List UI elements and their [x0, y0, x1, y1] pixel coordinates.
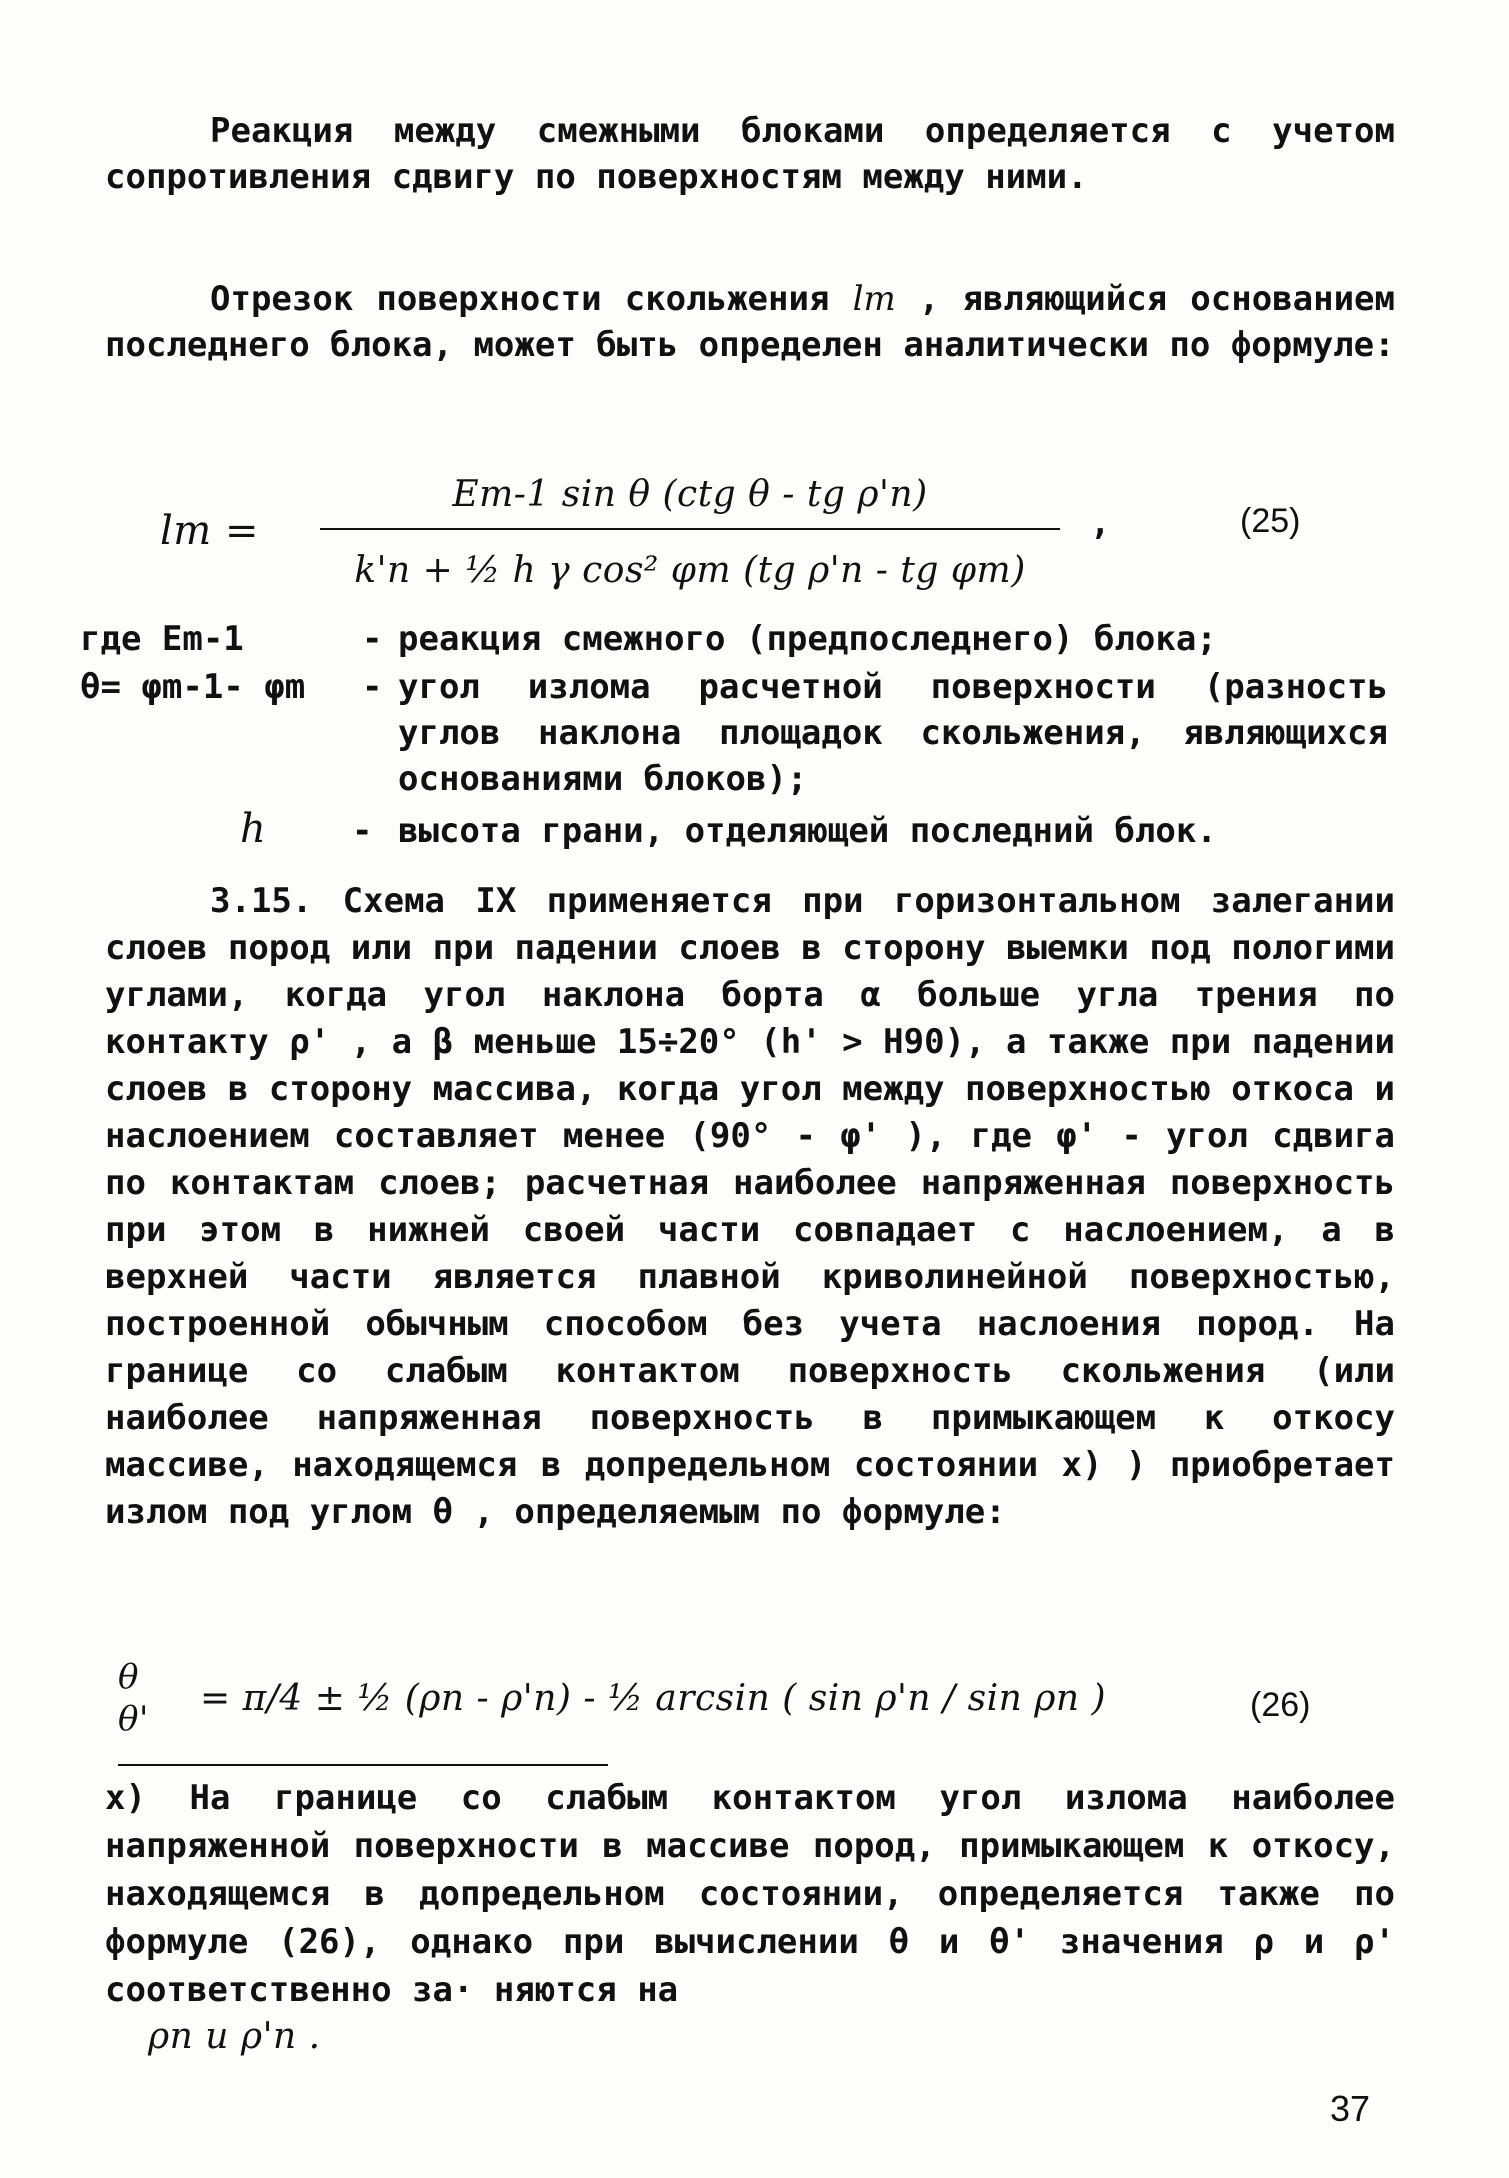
definition-dash: - — [362, 619, 383, 659]
page-number: 37 — [1330, 2088, 1371, 2129]
definition-symbol: h — [240, 806, 266, 852]
paragraph-reaction-text: Реакция между смежными блоками определяется с учетом сопротивления сдвигу по поверхностям между ними. — [105, 111, 1395, 197]
footnote — [105, 1774, 1395, 2014]
paragraph-slip-segment — [105, 276, 1395, 368]
formula-25-comma: , — [1090, 503, 1111, 543]
definition-text: высота грани, отделяющей последний блок. — [398, 811, 1217, 851]
definition-dash: - — [352, 811, 373, 851]
definition-text: угол излома расчетной поверхности (разность углов наклона площадок скольжения, являющихся основаниями блоков); — [398, 667, 1388, 799]
section-3-15 — [105, 878, 1395, 1536]
formula-26-rhs: = π/4 ± ½ (ρn - ρ'n) - ½ arcsin ( sin ρ'n / sin ρn ) — [200, 1678, 1107, 1719]
definition-dash: - — [362, 667, 383, 707]
formula-25-denominator: k'n + ½ h γ cos² φm (tg ρ'n - tg φm) — [354, 550, 1026, 591]
formula-26-number: (26) — [1250, 1686, 1311, 1724]
formula-25-fraction-bar — [320, 528, 1060, 530]
paragraph-reaction — [105, 108, 1395, 200]
formula-25-number: (25) — [1240, 502, 1301, 540]
formula-25-numerator: Em-1 sin θ (ctg θ - tg ρ'n) — [452, 474, 928, 515]
definition-text: реакция смежного (предпоследнего) блока; — [398, 619, 1217, 659]
definition-symbol: где Em-1 — [80, 619, 244, 659]
paragraph-slip-segment-text-b: , являющийся основанием последнего блока, может быть определен аналитически по формуле: — [105, 279, 1395, 365]
footnote-separator — [118, 1764, 608, 1766]
formula-26-lhs: θ θ' — [118, 1657, 149, 1739]
definition-symbol: θ= φm-1- φm — [80, 667, 306, 707]
paragraph-slip-segment-text-a: Отрезок поверхности скольжения — [210, 279, 830, 319]
footnote-text: x) На границе со слабым контактом угол излома наиболее напряженной поверхности в массиве пород, примыкающем к откосу, находящемся в допредельном состоянии, определяется также по формуле (26), однако при вычислении θ и θ' значения ρ и ρ' соответственно за· няются на — [105, 1778, 1395, 2010]
formula-25-lhs: lm = — [160, 508, 259, 554]
footnote-tail: ρn и ρ'n . — [148, 2016, 321, 2057]
symbol-lm: lm — [852, 279, 896, 319]
section-3-15-text: 3.15. Схема IX применяется при горизонтальном залегании слоев пород или при падении слоев в сторону выемки под пологими углами, когда угол наклона борта α больше угла трения по контакту ρ' , а β меньше 15÷20° (h' > H90), а также при падении слоев в сторону массива, когда угол между поверхностью откоса и наслоением составляет менее (90° - φ' ), где φ' - угол сдвига по контактам слоев; расчетная наиболее напряженная поверхность при этом в нижней своей части совпадает с наслоением, а в верхней части является плавной криволинейной поверхностью, построенной обычным способом без учета наслоения пород. На границе со слабым контактом поверхность скольжения (или наиболее напряженная поверхность в примыкающем к откосу массиве, находящемся в допредельном состоянии x) ) приобретает излом под углом θ , определяемым по формуле: — [105, 881, 1395, 1532]
